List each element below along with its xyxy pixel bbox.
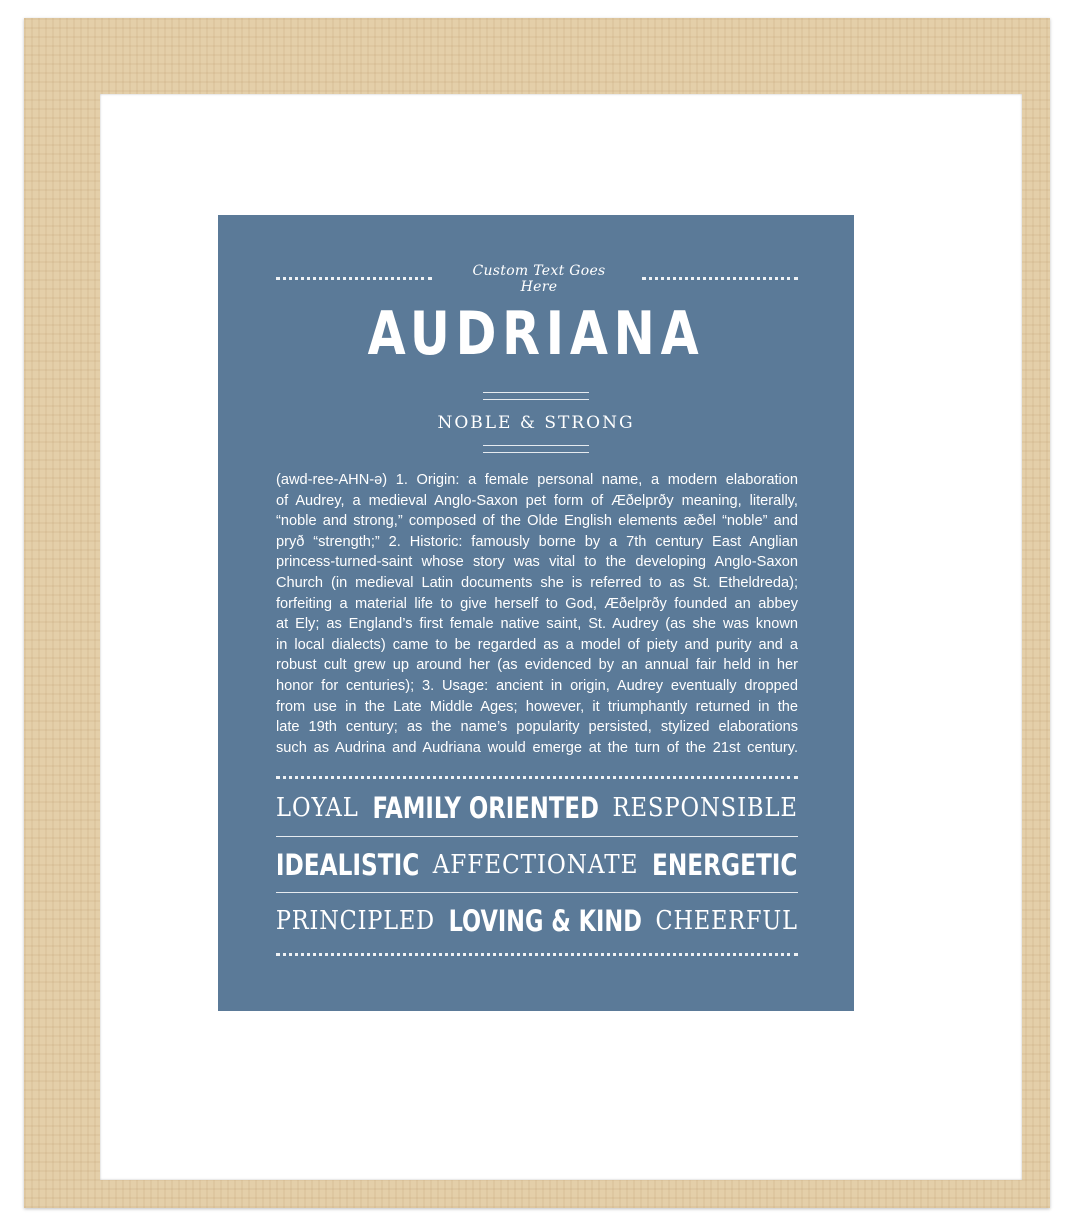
description-line: late 19th century; as the name’s popularity persisted, stylized elaborations	[276, 719, 798, 736]
description-line: at Ely; as England’s first female native saint, St. Audrey (as she was known	[276, 616, 798, 633]
rule-upper-1	[483, 392, 589, 393]
description-line: “noble and strong,” composed of the Olde English elements æðel “noble” and	[276, 513, 798, 530]
rule-upper-2	[483, 399, 589, 400]
rule-lower-1	[483, 445, 589, 446]
description-line: Church (in medieval Latin documents she is referred to as St. Etheldreda);	[276, 574, 798, 591]
description-line: of Audrey, a medieval Anglo-Saxon pet form of Æðelprðy meaning, literally,	[276, 492, 798, 509]
description-line: princess-turned-saint whose story was vital to the developing Anglo-Saxon	[276, 554, 798, 571]
trait-word: FAMILY ORIENTED	[372, 791, 599, 825]
custom-text: Custom Text Goes Here	[472, 263, 606, 295]
dotted-rule-traits-top	[276, 776, 798, 779]
name-title: AUDRIANA	[367, 299, 705, 369]
description-line: from use in the Late Middle Ages; however, it triumphantly returned in the	[276, 698, 798, 715]
dotted-rule-left	[276, 277, 432, 280]
traits-row-3	[276, 899, 798, 943]
description-line: in local dialects) came to be regarded as a model of piety and purity and a	[276, 636, 798, 653]
traits-row-1	[276, 786, 798, 830]
traits-divider-2	[276, 892, 798, 893]
name-meaning: NOBLE & STRONG	[437, 413, 635, 433]
rule-lower-2	[483, 452, 589, 453]
dotted-rule-traits-bottom	[276, 953, 798, 956]
description-line: such as Audrina and Audriana would emerge at the turn of the 21st century.	[276, 739, 798, 756]
description-line: honor for centuries); 3. Usage: ancient in origin, Audrey eventually dropped	[276, 677, 798, 694]
traits-divider-1	[276, 836, 798, 837]
trait-word: LOYAL	[275, 793, 359, 823]
description-line: forfeiting a material life to give herself to God, Æðelprðy founded an abbey	[276, 595, 798, 612]
trait-word: LOVING & KIND	[448, 904, 642, 938]
description-line: (awd-ree-AHN-ə) 1. Origin: a female personal name, a modern elaboration	[276, 472, 798, 488]
dotted-rule-right	[642, 277, 798, 280]
trait-word: CHEERFUL	[655, 906, 798, 936]
traits-row-2	[276, 843, 798, 887]
trait-word: ENERGETIC	[652, 848, 798, 882]
description-line: pryð “strength;” 2. Historic: famously borne by a 7th century East Anglian	[276, 533, 798, 550]
trait-word: AFFECTIONATE	[433, 850, 639, 880]
name-print	[218, 215, 854, 1011]
name-description	[276, 470, 798, 758]
trait-word: RESPONSIBLE	[612, 793, 798, 823]
trait-word: PRINCIPLED	[275, 906, 436, 936]
trait-word: IDEALISTIC	[276, 848, 420, 882]
description-line: robust cult grew up around her (as evidenced by an annual fair held in her	[276, 657, 798, 674]
